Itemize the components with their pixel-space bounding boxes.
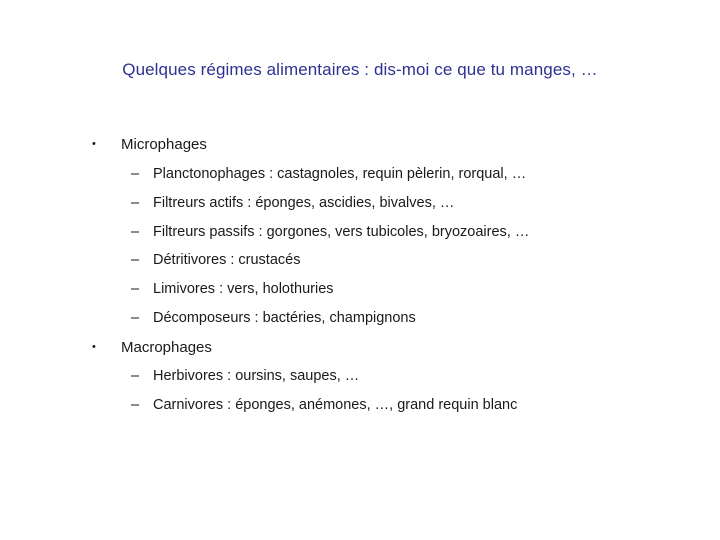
sub-item [131,281,334,297]
sub-item [131,252,300,268]
sub-item-text: Décomposeurs : bactéries, champignons [153,310,416,326]
bullet-item-microphages [92,136,207,153]
dash-icon: – [131,166,140,182]
dash-icon: – [131,397,140,413]
sub-item [131,397,517,413]
dash-icon: – [131,224,140,240]
sub-item-text: Filtreurs actifs : éponges, ascidies, bivalves, … [153,195,455,211]
dash-icon: – [131,252,140,268]
sub-item-text: Planctonophages : castagnoles, requin pèlerin, rorqual, … [153,166,527,182]
sub-item [131,195,454,211]
sub-item [131,368,359,384]
sub-item-text: Carnivores : éponges, anémones, …, grand requin blanc [153,397,518,413]
sub-item-text: Détritivores : crustacés [153,252,301,268]
bullet-icon: • [92,138,96,150]
sub-item [131,166,526,182]
bullet-label: Macrophages [121,339,212,356]
dash-icon: – [131,281,140,297]
bullet-label: Microphages [121,136,207,153]
dash-icon: – [131,195,140,211]
dash-icon: – [131,368,140,384]
slide-title: Quelques régimes alimentaires : dis-moi ce que tu manges, … [122,60,598,79]
sub-item [131,310,416,326]
sub-item-text: Filtreurs passifs : gorgones, vers tubicoles, bryozoaires, … [153,224,530,240]
dash-icon: – [131,310,140,326]
sub-item [131,224,529,240]
sub-item-text: Limivores : vers, holothuries [153,281,334,297]
bullet-item-macrophages [92,339,212,356]
bullet-icon: • [92,341,96,353]
sub-item-text: Herbivores : oursins, saupes, … [153,368,360,384]
